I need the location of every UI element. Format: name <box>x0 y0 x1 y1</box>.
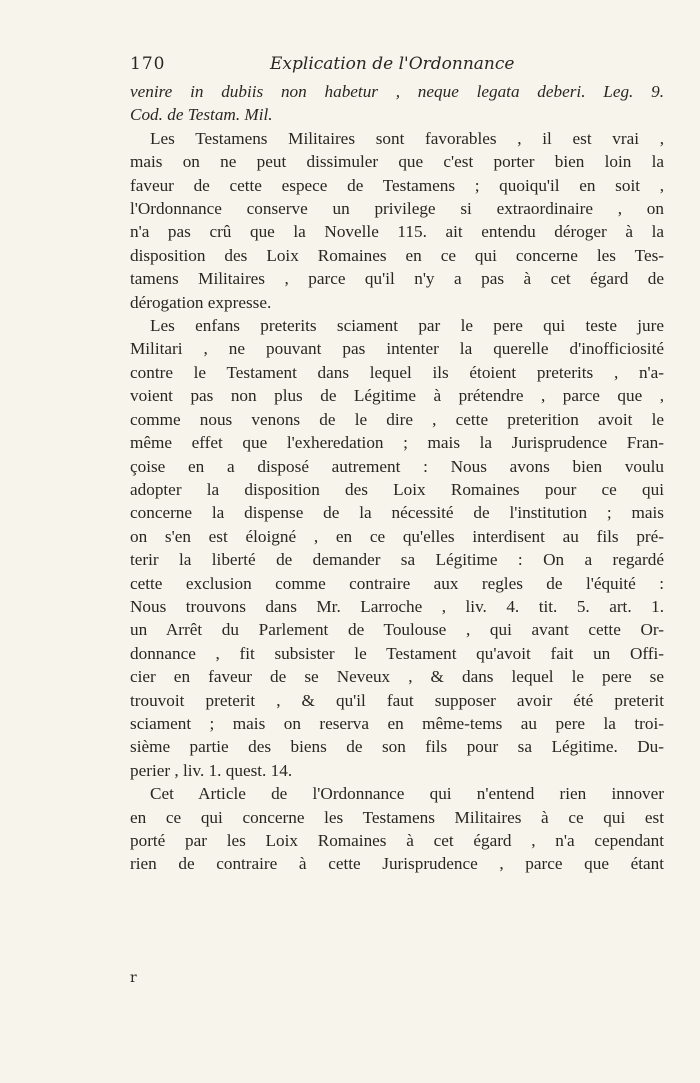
text-line: disposition des Loix Romaines en ce qui concerne les Tes- <box>130 245 664 265</box>
text-line: tamens Militaires , parce qu'il n'y a pas à cet égard de <box>130 269 664 289</box>
body-text <box>130 80 664 876</box>
text-line: même effet que l'exheredation ; mais la Jurisprudence Fran- <box>130 433 664 453</box>
text-line: porté par les Loix Romaines à cet égard , n'a cependant <box>130 831 664 850</box>
text-line: trouvoit preterit , & qu'il faut supposer avoir été preterit <box>130 690 664 710</box>
text-line: Militari , ne pouvant pas intenter la querelle d'inofficiosité <box>130 339 664 359</box>
text-line: faveur de cette espece de Testamens ; quoiqu'il en soit , <box>130 175 664 195</box>
text-line: n'a pas crû que la Novelle 115. ait entendu déroger à la <box>130 222 664 242</box>
text-line: venire in dubiis non habetur , neque legata deberi. Leg. 9. <box>130 82 664 101</box>
page-header <box>130 54 664 80</box>
page-number: 170 <box>130 54 166 74</box>
text-line: on s'en est éloigné , en ce qu'elles interdisent au fils pré- <box>130 526 664 546</box>
text-line: cette exclusion comme contraire aux regles de l'équité : <box>130 573 664 593</box>
text-line: adopter la disposition des Loix Romaines pour ce qui <box>130 479 664 499</box>
text-line: cier en faveur de se Neveux , & dans lequel le pere se <box>130 667 664 687</box>
text-line: terir la liberté de demander sa Légitime : On a regardé <box>130 550 664 570</box>
text-line: rien de contraire à cette Jurisprudence , parce que étant <box>130 854 664 874</box>
text-line: donnance , fit subsister le Testament qu'avoit fait un Offi- <box>130 643 664 663</box>
text-line: contre le Testament dans lequel ils étoient preterits , n'a- <box>130 362 664 382</box>
running-title: Explication de l'Ordonnance <box>270 54 515 74</box>
text-line: Cet Article de l'Ordonnance qui n'entend rien innover <box>150 784 664 804</box>
text-line: Les enfans preterits sciament par le pere qui teste jure <box>150 316 664 336</box>
text-line: comme nous venons de le dire , cette preterition avoit le <box>130 409 664 429</box>
text-line: voient pas non plus de Légitime à prétendre , parce que , <box>130 386 664 406</box>
text-line: un Arrêt du Parlement de Toulouse , qui avant cette Or- <box>130 620 664 640</box>
text-line: dérogation expresse. <box>130 292 272 312</box>
text-line: sième partie des biens de son fils pour sa Légitime. Du- <box>130 737 664 757</box>
text-line: Les Testamens Militaires sont favorables , il est vrai , <box>150 128 664 148</box>
text-line: Cod. de Testam. Mil. <box>130 105 273 125</box>
text-line: Nous trouvons dans Mr. Larroche , liv. 4. tit. 5. art. 1. <box>130 596 664 616</box>
text-line: sciament ; mais on reserva en même-tems au pere la troi- <box>130 713 664 733</box>
text-line: en ce qui concerne les Testamens Militaires à ce qui est <box>130 807 664 827</box>
text-line: concerne la dispense de la nécessité de l'institution ; mais <box>130 503 664 523</box>
text-line: çoise en a disposé autrement : Nous avons bien voulu <box>130 456 664 476</box>
text-line: perier , liv. 1. quest. 14. <box>130 760 293 780</box>
text-line: l'Ordonnance conserve un privilege si extraordinaire , on <box>130 199 664 219</box>
text-line: mais on ne peut dissimuler que c'est porter bien loin la <box>130 152 664 172</box>
signature-mark: r <box>130 970 137 986</box>
